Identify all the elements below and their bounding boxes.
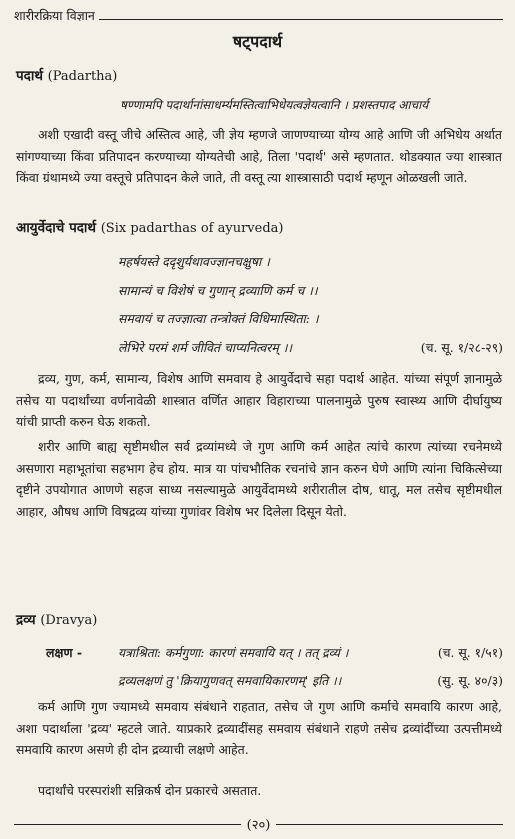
verse-line: समवायं च तज्ज्ञात्वा तन्त्रोक्तं विधिमास्थिता: । [118,311,319,326]
heading-dravya [16,610,97,628]
header-rule [99,19,503,20]
lakshan-reference-1: (च. सू. १/५१) [437,645,503,660]
heading-ayurveda-latin: (Six padarthas of ayurveda) [100,221,284,236]
paragraph-dravya-2: पदार्थांचे परस्परांशी सन्निकर्ष दोन प्रकारचे असतात. [38,783,262,798]
shloka-padartha: षण्णामपि पदार्थानांसाधर्म्यमस्तित्वाभिधेयत्वज्ञेयत्वानि । प्रशस्तपाद आचार्य [120,98,429,112]
heading-ayurveda-text: आयुर्वेदाचे पदार्थ [16,220,97,236]
paragraph-ayurveda-1: द्रव्य, गुण, कर्म, सामान्य, विशेष आणि समवाय हे आयुर्वेदाचे सहा पदार्थ आहेत. यांच्या संपूर्ण ज्ञानामुळे तसेच या पदार्थांच्या वर्णनावेळी शास्त्रात वर्णित आहार विहाराच्या पालनामुळे पुरुष स्वास्थ्य आणि दीर्घायुष्य यांची प्राप्ती करुन घेऊ शकतो. [16,371,502,429]
footer [14,814,503,834]
lakshan-label: लक्षण - [46,645,83,660]
paragraph-dravya-1: कर्म आणि गुण ज्यामध्ये समवाय संबंधाने राहतात, तसेच जे गुण आणि कर्माचे समवायि कारण आहे, अशा पदार्थाला 'द्रव्य' म्हटले जाते. याप्रकारे द्रव्यादींसह समवाय संबंधाने राहणे तसेच द्रव्यांदींच्या उत्पत्तीमध्ये समवायि कारण असणे ही दोन द्रव्याची लक्षणे आहेत. [16,699,502,757]
running-header-text: शारीरक्रिया विज्ञान [14,8,95,23]
chapter-title: षट्पदार्थ [232,32,283,51]
verse-line: सामान्यं च विशेषं च गुणान् द्रव्याणि कर्म च ।। [118,283,318,298]
lakshan-reference-2: (सु. सू. ४०/३) [437,673,503,688]
page-number: (२०) [246,818,271,833]
verse-line: महर्षयस्ते ददृशुर्यथावज्ज्ञानचक्षुषा । [118,254,270,269]
paragraph-padartha: अशी एखादी वस्तू जीचे अस्तित्व आहे, जी ज्ञेय म्हणजे जाणण्याच्या योग्य आहे आणि जी अभिधेय अर्थात सांगण्याच्या किंवा प्रतिपादन करण्याच्या योग्यतेची आहे, तिला 'पदार्थ' असे म्हणतात. थोडक्यात ज्या शास्त्रात किंवा ग्रंथामध्ये ज्या वस्तूचे प्रतिपादन केले जाते, ती वस्तू त्या शास्त्रासाठी पदार्थ म्हणून ओळखली जाते. [16,127,502,185]
footer-rule-left [14,824,241,825]
heading-ayurveda-padartha [16,218,283,236]
verse-line: लेभिरे परमं शर्म जीवितं चाप्यनित्वरम् ।। [118,340,293,355]
heading-dravya-latin: (Dravya) [40,613,98,628]
heading-padartha-latin: (Padartha) [47,69,118,84]
heading-padartha [16,66,117,84]
verse-reference: (च. सू. १/२८-२९) [420,340,503,355]
lakshan-shloka-1: यत्राश्रिता: कर्मगुणा: कारणं समवायि यत् । तत् द्रव्यं । [118,646,349,660]
paragraph-ayurveda-2: शरीर आणि बाह्य सृष्टीमधील सर्व द्रव्यांमध्ये जे गुण आणि कर्म आहेत त्यांचे कारण त्यांच्या रचनेमध्ये असणारा महाभूतांचा सहभाग हेच होय. मात्र या पांचभौतिक रचनांचे ज्ञान करुन घेणे आणि त्यांना चिकित्सेच्या दृष्टीने उपयोगात आणणे सहज साध्य नसल्यामुळे आयुर्वेदामध्ये शरीरातील दोष, धातू, मल तसेच सृष्टीमधील आहार, औषध आणि विषद्रव्य यांच्या गुणांवर विशेष भर दिलेला दिसून येतो. [16,439,502,519]
heading-padartha-text: पदार्थ [16,68,43,84]
footer-rule-right [276,824,503,825]
lakshan-shloka-2: द्रव्यलक्षणं तु 'क्रियागुणवत् समवायिकारणम्' इति ।। [118,674,342,688]
running-header [14,4,503,24]
heading-dravya-text: द्रव्य [16,612,36,628]
